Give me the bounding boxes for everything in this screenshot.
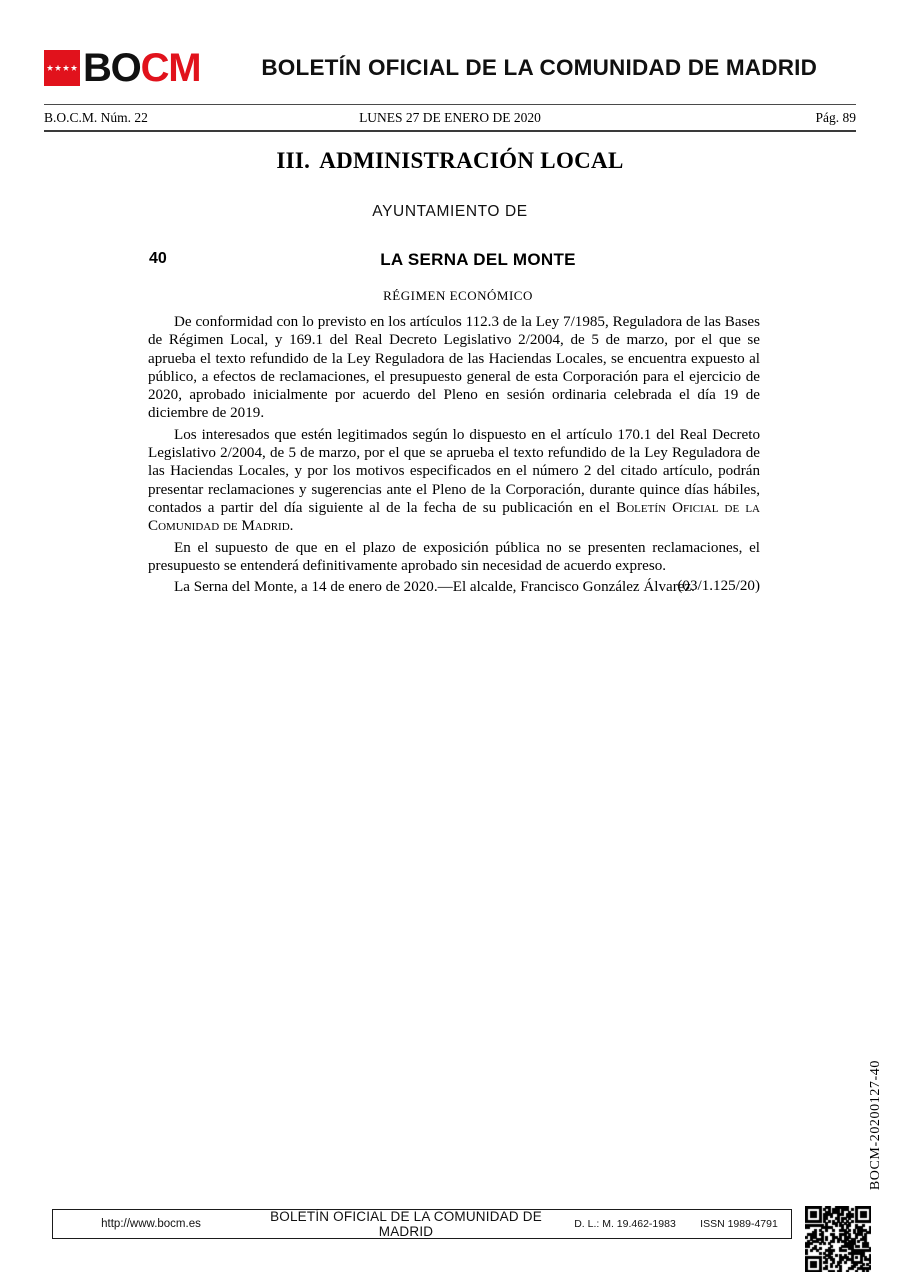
running-head-issue: B.O.C.M. Núm. 22 xyxy=(44,110,148,125)
running-head-rule-bottom xyxy=(44,130,856,132)
madrid-crest-icon xyxy=(44,50,80,86)
logo-text-cm: CM xyxy=(140,46,201,90)
vertical-document-code: BOCM-20200127-40 xyxy=(868,1060,883,1191)
paragraph-1: De conformidad con lo previsto en los artículos 112.3 de la Ley 7/1985, Reguladora de las Bases de Régimen Local, y 169.1 del Real Decreto Legislativo 2/2004, de 5 de marzo, por el que se aprueba el texto refundido de la Ley Reguladora de las Haciendas Locales, se encuentra expuesto al público, a efectos de reclamaciones, el presupuesto general de esta Corporación para el ejercicio de 2020, aprobado inicialmente por acuerdo del Pleno en sesión ordinaria celebrada el día 19 de diciembre de 2019. xyxy=(148,314,760,422)
entry-number: 40 xyxy=(149,250,167,267)
star-icon xyxy=(63,65,70,72)
running-head-rule-top xyxy=(44,104,856,105)
organization-type: AYUNTAMIENTO DE xyxy=(372,203,528,220)
logo-text-bo: BO xyxy=(83,46,141,90)
footer-bar xyxy=(52,1209,792,1239)
reference-code: (03/1.125/20) xyxy=(677,578,760,594)
qr-code-icon xyxy=(805,1206,871,1272)
section-title: ADMINISTRACIÓN LOCAL xyxy=(319,148,624,173)
footer-issn: ISSN 1989-4791 xyxy=(700,1218,778,1230)
footer-url[interactable]: http://www.bocm.es xyxy=(101,1218,201,1230)
running-head-date: LUNES 27 DE ENERO DE 2020 xyxy=(359,110,541,125)
entry-subject: RÉGIMEN ECONÓMICO xyxy=(383,288,533,303)
paragraph-3: En el supuesto de que en el plazo de exposición pública no se presenten reclamaciones, el presupuesto se entenderá definitivamente aprobado sin necesidad de acuerdo expreso. xyxy=(148,539,760,574)
paragraph-2 xyxy=(148,426,760,536)
bulletin-name: Boletín Oficial de la Comunidad de Madrid xyxy=(148,499,760,535)
masthead-title: BOLETÍN OFICIAL DE LA COMUNIDAD DE MADRID xyxy=(261,55,818,80)
footer-title: BOLETÍN OFICIAL DE LA COMUNIDAD DE MADRID xyxy=(270,1209,542,1239)
masthead xyxy=(44,40,856,96)
footer-deposito-legal: D. L.: M. 19.462-1983 xyxy=(574,1218,676,1230)
paragraph-2-text-before: Los interesados que estén legitimados según lo dispuesto en el artículo 170.1 del Real Decreto Legislativo 2/2004, de 5 de marzo, por el que se aprueba el texto refundido de la Ley Reguladora de las Haciendas Locales, y por los motivos especificados en el número 2 del citado artículo, podrán presentar reclamaciones y sugerencias ante el Pleno de la Corporación, durante quince días hábiles, contados a partir del día siguiente al de la fecha de su publicación en el xyxy=(148,426,760,516)
body-text xyxy=(148,313,760,596)
paragraph-2-text-after: . xyxy=(289,518,294,535)
entry-row xyxy=(44,250,856,274)
bocm-logo xyxy=(44,48,200,88)
star-icon xyxy=(71,65,78,72)
crest-stars xyxy=(47,65,78,72)
entry-name: LA SERNA DEL MONTE xyxy=(380,250,576,269)
paragraph-4: La Serna del Monte, a 14 de enero de 2020.—El alcalde, Francisco González Álvarez. xyxy=(174,579,695,596)
star-icon xyxy=(55,65,62,72)
section-heading xyxy=(44,148,856,174)
star-icon xyxy=(47,65,54,72)
running-head-page: Pág. 89 xyxy=(815,110,856,125)
running-head xyxy=(44,106,856,130)
section-numeral: III. xyxy=(276,148,311,173)
